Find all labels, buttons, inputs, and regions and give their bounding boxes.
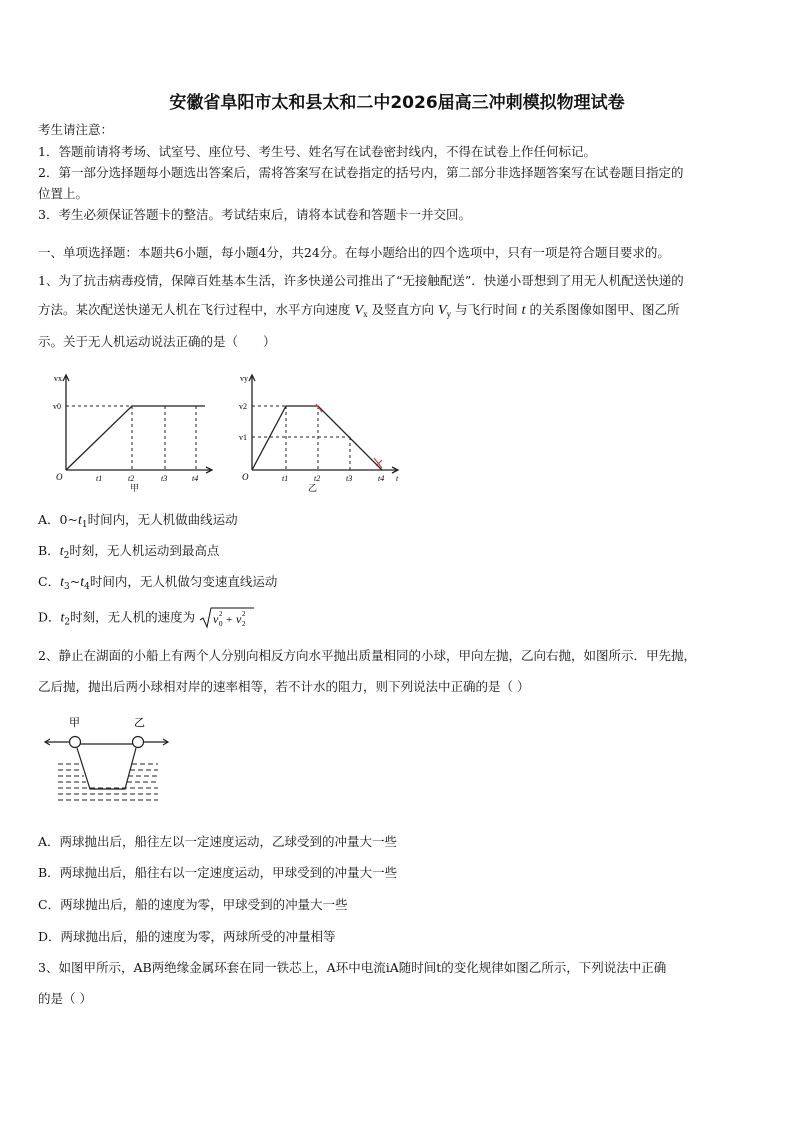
svg-text:2: 2	[219, 610, 223, 618]
section-1-heading: 一、单项选择题：本题共6小题，每小题4分，共24分。在每小题给出的四个选项中，只有一项是符合题目要求的。	[38, 245, 670, 260]
vy-symbol: $V_y$	[438, 303, 452, 319]
svg-text:v: v	[213, 612, 219, 626]
notice-heading: 考生请注意：	[38, 122, 114, 137]
svg-text:0: 0	[219, 620, 223, 628]
tick-t4: t4	[192, 474, 199, 483]
q2-option-a[interactable]: A．两球抛出后，船往左以一定速度运动，乙球受到的冲量大一些	[38, 834, 398, 849]
svg-text:v: v	[236, 612, 242, 626]
tick-t2-2: t2	[314, 474, 321, 483]
q3-line-2: 的是（ ）	[38, 991, 92, 1006]
origin-label-2: O	[242, 472, 249, 482]
notice-item-3: 3．考生必须保证答题卡的整洁。考试结束后，请将本试卷和答题卡一并交回。	[38, 207, 471, 222]
q1-option-c[interactable]: C．$t_3\sim t_4$时间内，无人机做匀变速直线运动	[38, 574, 278, 592]
vy-axis-label: vy	[240, 374, 248, 383]
svg-text:2: 2	[242, 610, 246, 618]
label-jia: 甲	[69, 717, 80, 729]
graph-caption-jia: 甲	[130, 483, 140, 493]
tick-t4-2: t4	[378, 474, 385, 483]
graph-vy-t	[236, 370, 406, 495]
q1-line-2	[38, 300, 679, 319]
sqrt-formula	[199, 606, 255, 630]
q1-line-3: 示。关于无人机运动说法正确的是（ ）	[38, 334, 276, 349]
svg-text:2: 2	[242, 620, 246, 628]
t-symbol: t	[521, 303, 526, 318]
boat-figure	[40, 712, 175, 807]
q2-line-2: 乙后抛，抛出后两小球相对岸的速率相等，若不计水的阻力，则下列说法中正确的是（ ）	[38, 679, 530, 694]
tick-t3-2: t3	[346, 474, 353, 483]
notice-item-1: 1．答题前请将考场、试室号、座位号、考生号、姓名写在试卷密封线内，不得在试卷上作任何标记。	[38, 144, 596, 159]
tick-t3: t3	[161, 474, 168, 483]
q2-option-b[interactable]: B．两球抛出后，船往右以一定速度运动，甲球受到的冲量大一些	[38, 865, 398, 880]
exam-title: 安徽省阜阳市太和县太和二中2026届高三冲刺模拟物理试卷	[169, 93, 625, 113]
q1-text-a: 方法。某次配送快递无人机在飞行过程中，水平方向速度	[38, 302, 351, 317]
q1-line-1: 1、为了抗击病毒疫情，保障百姓基本生活，许多快递公司推出了“无接触配送”．快递小哥想到了用无人机配送快递的	[38, 273, 684, 288]
notice-item-2: 2．第一部分选择题每小题选出答案后，需将答案写在试卷指定的括号内，第二部分非选择题答案写在试卷题目指定的	[38, 165, 684, 180]
q1-option-a[interactable]: A．$0\sim t_1$时间内，无人机做曲线运动	[38, 512, 238, 530]
q3-line-1: 3、如图甲所示，AB两绝缘金属环套在同一铁芯上，A环中电流iA随时间t的变化规律如图乙所示，下列说法中正确	[38, 960, 667, 975]
q1-text-c: 与飞行时间	[455, 302, 518, 317]
origin-label: O	[56, 472, 63, 482]
tick-t2: t2	[128, 474, 135, 483]
vx-axis-label: vx	[54, 374, 62, 383]
q1-text-b: 及竖直方向	[371, 302, 435, 317]
q2-line-1: 2、静止在湖面的小船上有两个人分别向相反方向水平抛出质量相同的小球，甲向左抛，乙向右抛，如图所示．甲先抛，	[38, 648, 696, 663]
q1-option-d[interactable]: D．$t_2$时刻，无人机的速度为 v 0 2 + v 2 2	[38, 606, 255, 630]
q2-option-d[interactable]: D．两球抛出后，船的速度为零，两球所受的冲量相等	[38, 929, 336, 944]
v2-label: v2	[239, 402, 247, 411]
v1-label: v1	[239, 433, 247, 442]
svg-text:+: +	[226, 614, 233, 626]
x-axis-label-t: t	[396, 474, 399, 483]
tick-t1-2: t1	[282, 474, 289, 483]
v0-label: v0	[53, 402, 61, 411]
notice-item-2-cont: 位置上。	[38, 186, 89, 201]
graph-caption-yi: 乙	[308, 483, 318, 493]
q2-option-c[interactable]: C．两球抛出后，船的速度为零，甲球受到的冲量大一些	[38, 897, 348, 912]
graph-vx-t	[50, 370, 220, 495]
vx-symbol: $V_x$	[354, 303, 368, 319]
label-yi: 乙	[134, 717, 145, 729]
q1-text-d: 的关系图像如图甲、图乙所	[529, 302, 680, 317]
tick-t1: t1	[96, 474, 103, 483]
q1-option-b[interactable]: B．$t_2$时刻，无人机运动到最高点	[38, 543, 220, 561]
